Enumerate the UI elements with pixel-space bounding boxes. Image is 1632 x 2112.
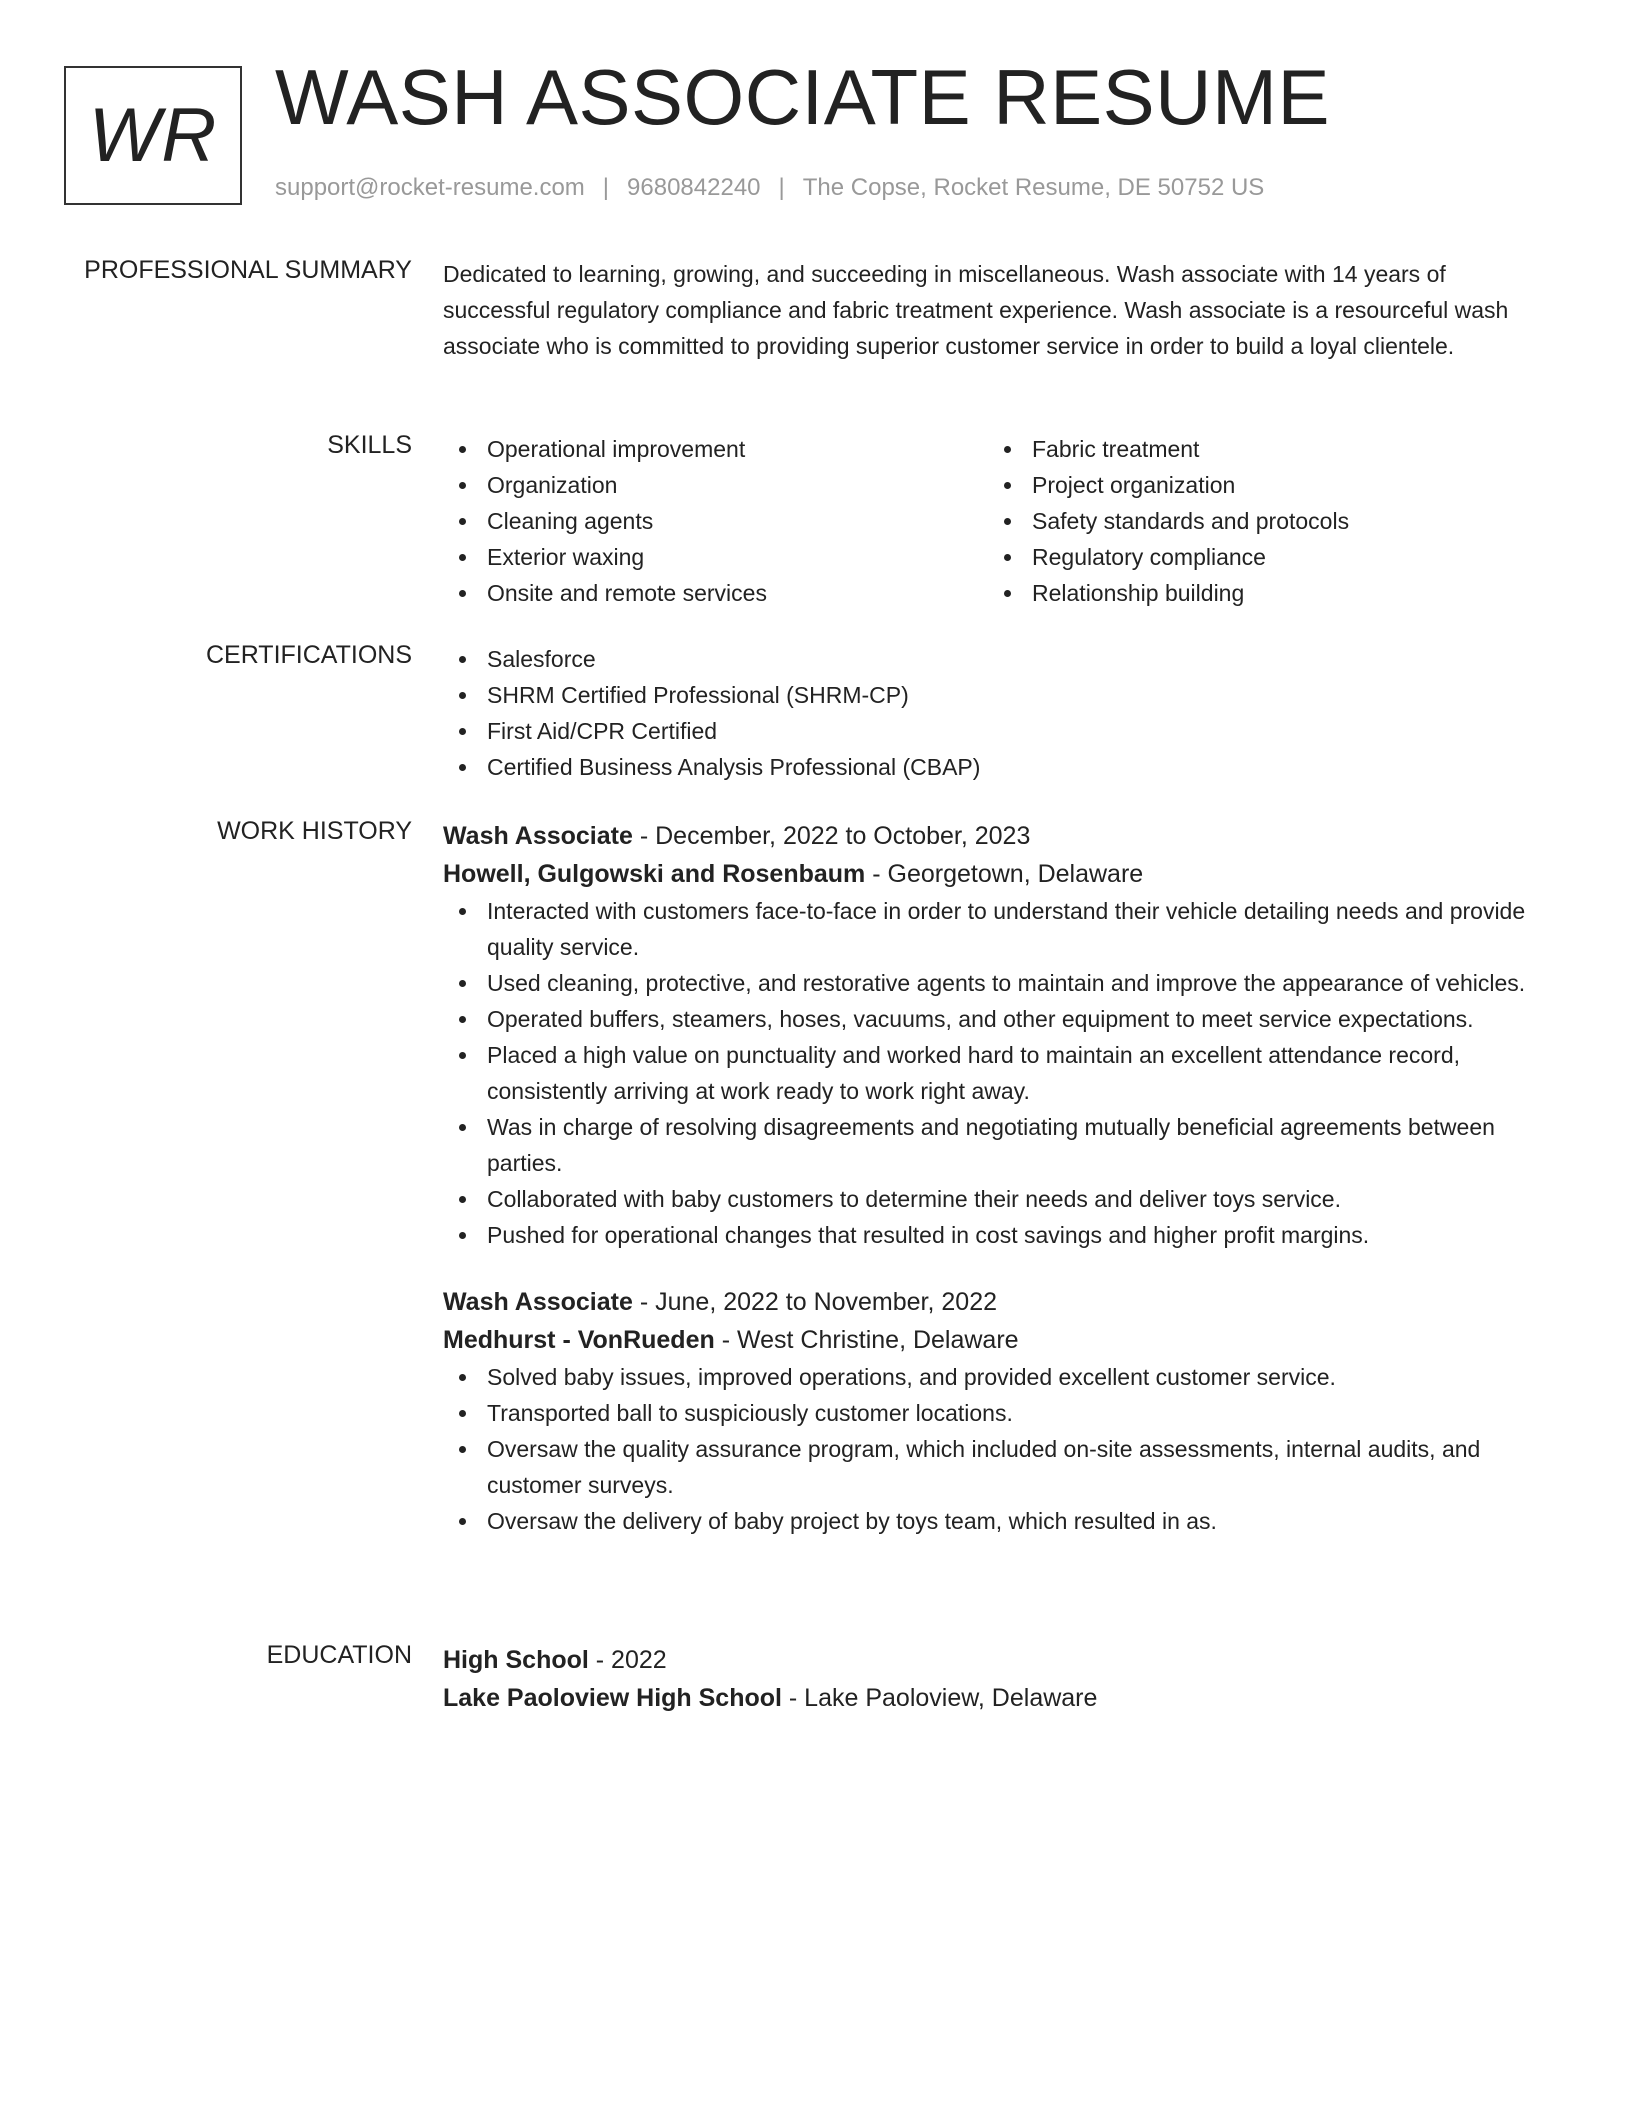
skill-item: Organization — [443, 467, 988, 503]
job-entry — [443, 1283, 1553, 1539]
summary-body — [443, 256, 1553, 364]
job-title-line — [443, 1283, 1553, 1321]
education-school-line — [443, 1679, 1553, 1717]
job-duty-item: Placed a high value on punctuality and worked hard to maintain an excellent attendance record, consistently arriving at work ready to work right away. — [443, 1037, 1553, 1109]
skill-item: Operational improvement — [443, 431, 988, 467]
job-duty-item: Interacted with customers face-to-face in order to understand their vehicle detailing needs and provide quality service. — [443, 893, 1553, 965]
job-duties-list — [443, 1359, 1553, 1539]
job-entry — [443, 817, 1553, 1253]
job-duty-item: Transported ball to suspiciously customer locations. — [443, 1395, 1553, 1431]
job-location: - Georgetown, Delaware — [865, 860, 1144, 888]
skill-item: Regulatory compliance — [988, 539, 1533, 575]
job-dates: - December, 2022 to October, 2023 — [632, 822, 1031, 850]
summary-text: Dedicated to learning, growing, and succeeding in miscellaneous. Wash associate with 14 years of successful regulatory compliance and fabric treatment experience. Wash associate is a resourceful wash associate who is committed to providing superior customer service in order to build a loyal clientele. — [443, 261, 1509, 359]
contact-email: support@rocket-resume.com — [275, 174, 585, 201]
job-duty-item: Used cleaning, protective, and restorative agents to maintain and improve the appearance of vehicles. — [443, 965, 1553, 1001]
contact-address: The Copse, Rocket Resume, DE 50752 US — [802, 174, 1265, 201]
contact-phone: 9680842240 — [627, 174, 761, 201]
skill-item: Fabric treatment — [988, 431, 1533, 467]
certification-item: Salesforce — [443, 641, 1553, 677]
certification-item: Certified Business Analysis Professional (CBAP) — [443, 749, 1553, 785]
job-duty-item: Oversaw the delivery of baby project by toys team, which resulted in as. — [443, 1503, 1553, 1539]
education-degree: High School — [443, 1646, 589, 1674]
skill-item: Onsite and remote services — [443, 575, 988, 611]
job-duty-item: Solved baby issues, improved operations, and provided excellent customer service. — [443, 1359, 1553, 1395]
certification-item: First Aid/CPR Certified — [443, 713, 1553, 749]
job-title: Wash Associate — [443, 822, 633, 850]
section-heading: WORK HISTORY — [217, 817, 412, 845]
skills-body — [443, 431, 1553, 611]
job-duty-item: Pushed for operational changes that resulted in cost savings and higher profit margins. — [443, 1217, 1553, 1253]
section-heading: SKILLS — [327, 431, 412, 459]
skills-list-left — [443, 431, 988, 611]
skill-item: Relationship building — [988, 575, 1533, 611]
skills-list-right — [988, 431, 1533, 611]
education-year: - 2022 — [588, 1646, 667, 1674]
job-duty-item: Oversaw the quality assurance program, which included on-site assessments, internal audits, and customer surveys. — [443, 1431, 1553, 1503]
education-school: Lake Paoloview High School — [443, 1684, 782, 1712]
job-dates: - June, 2022 to November, 2022 — [632, 1288, 998, 1316]
job-title-line — [443, 817, 1553, 855]
job-duties-list — [443, 893, 1553, 1253]
education-body — [443, 1641, 1553, 1717]
certifications-list — [443, 641, 1553, 785]
job-duty-item: Collaborated with baby customers to determine their needs and deliver toys service. — [443, 1181, 1553, 1217]
section-heading: EDUCATION — [266, 1641, 412, 1669]
skill-item: Exterior waxing — [443, 539, 988, 575]
work-history-body — [443, 817, 1553, 1539]
job-company: Medhurst - VonRueden — [443, 1326, 715, 1354]
contact-line — [275, 174, 1264, 202]
job-duty-item: Was in charge of resolving disagreements and negotiating mutually beneficial agreements between parties. — [443, 1109, 1553, 1181]
job-title: Wash Associate — [443, 1288, 633, 1316]
job-company: Howell, Gulgowski and Rosenbaum — [443, 860, 866, 888]
contact-separator: | — [602, 174, 610, 201]
section-heading: PROFESSIONAL SUMMARY — [84, 256, 412, 284]
resume-title: WASH ASSOCIATE RESUME — [275, 53, 1331, 141]
skill-item: Cleaning agents — [443, 503, 988, 539]
monogram-logo: WR — [64, 66, 242, 205]
contact-separator: | — [778, 174, 785, 201]
certifications-body — [443, 641, 1553, 785]
job-company-line — [443, 1321, 1553, 1359]
job-location: - West Christine, Delaware — [714, 1326, 1019, 1354]
section-heading: CERTIFICATIONS — [205, 641, 412, 669]
skill-item: Project organization — [988, 467, 1533, 503]
job-company-line — [443, 855, 1553, 893]
education-degree-line — [443, 1641, 1553, 1679]
education-location: - Lake Paoloview, Delaware — [781, 1684, 1098, 1712]
skill-item: Safety standards and protocols — [988, 503, 1533, 539]
certification-item: SHRM Certified Professional (SHRM-CP) — [443, 677, 1553, 713]
job-duty-item: Operated buffers, steamers, hoses, vacuums, and other equipment to meet service expectations. — [443, 1001, 1553, 1037]
